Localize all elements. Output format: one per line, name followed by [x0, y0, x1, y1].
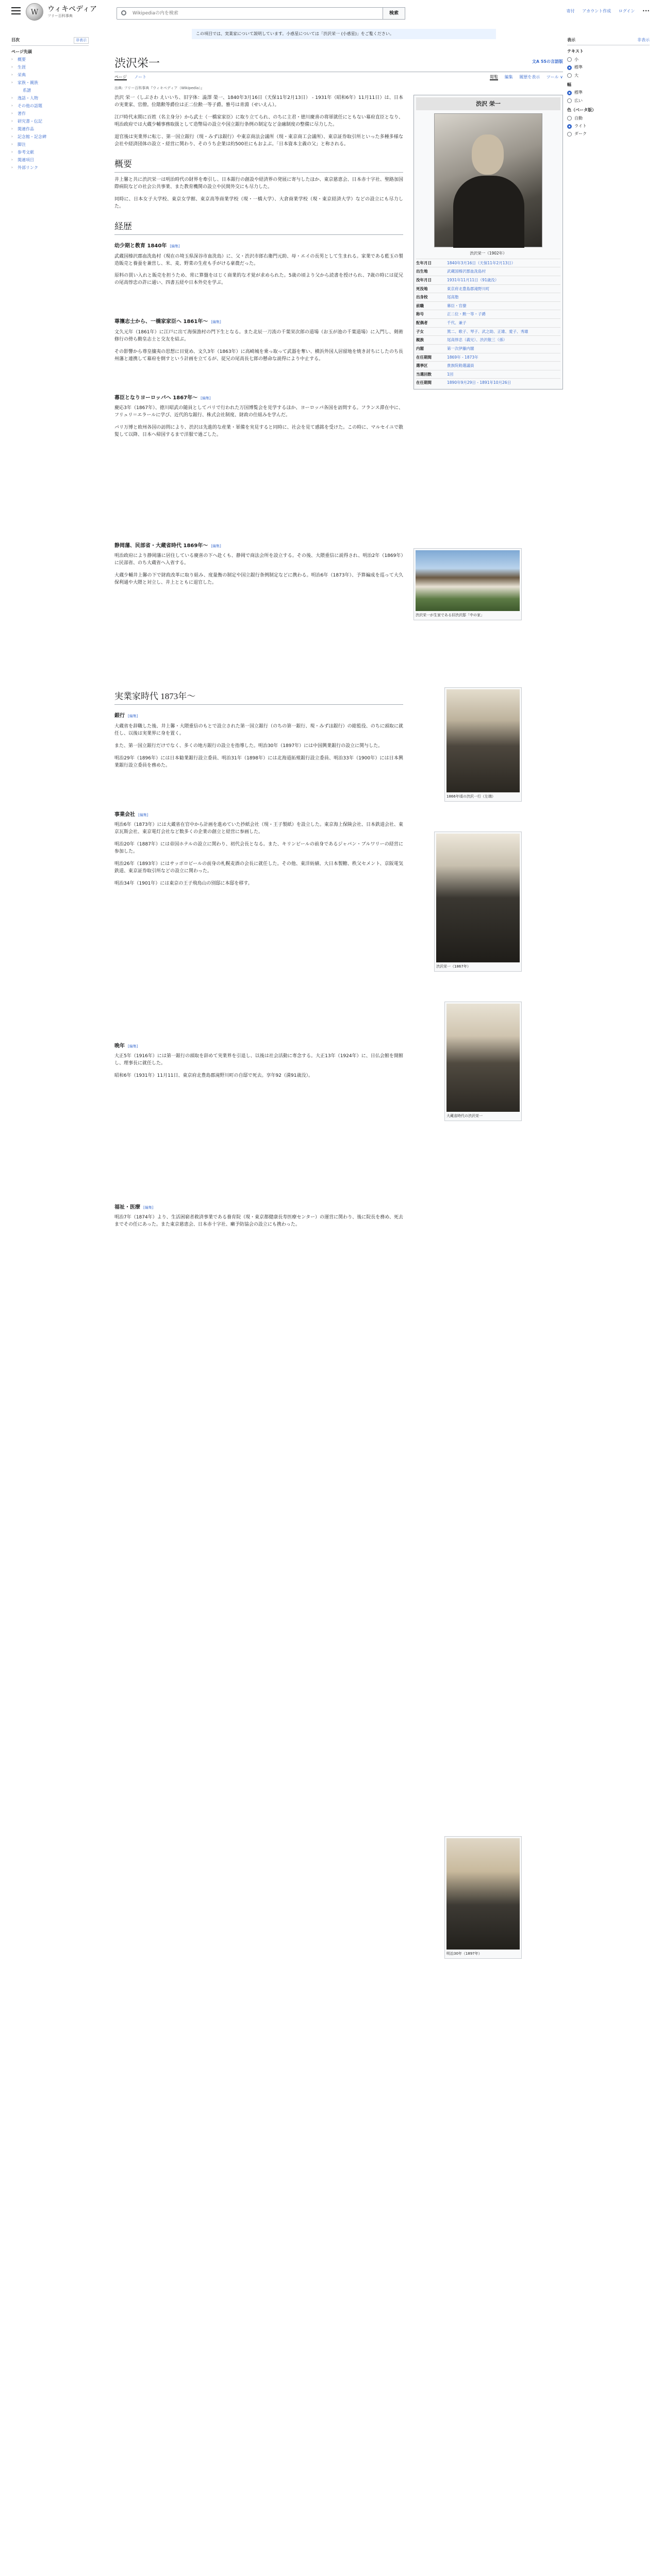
infobox-value[interactable]: 1回 — [447, 371, 454, 377]
text-size-standard[interactable]: 標準 — [567, 64, 650, 71]
paragraph: 明治20年（1887年）には帝国ホテルの設立に関わり、初代会長となる。また、キリンビールの前身であるジャパン・ブルワリーの経営に参加した。 — [114, 841, 403, 854]
subsection-heading-europe: 幕臣となりヨーロッパへ 1867年〜 [編集] — [114, 395, 211, 401]
paragraph: その影響から尊皇攘夷の思想に目覚め、文久3年（1863年）に高崎城を乗っ取って武器を奪い、横浜外国人居留地を焼き討ちにしたのち長州藩と連携して幕府を倒すという計画を立てるが、従兄の尾高長七郎の懸命な説得により中止する。 — [114, 349, 403, 362]
infobox-value[interactable]: 1890年9月29日 - 1891年10月26日 — [447, 380, 511, 385]
infobox — [413, 95, 563, 389]
text-size-label: テキスト — [567, 49, 584, 54]
chevron-right-icon[interactable]: › — [11, 111, 13, 115]
radio-selected-icon — [567, 65, 572, 70]
header — [0, 0, 662, 27]
radio-icon — [567, 98, 572, 103]
infobox-row — [416, 335, 560, 344]
subsection-heading-hitotsubashi: 尊攘志士から、一橋家家臣へ 1861年〜 [編集] — [114, 319, 221, 325]
tab-read[interactable]: 閲覧 — [490, 75, 499, 79]
edit-link[interactable]: [編集] — [138, 812, 148, 817]
page-source: 出典: フリー百科事典『ウィキペディア（Wikipedia）』 — [114, 86, 204, 90]
infobox-row — [416, 310, 560, 318]
chevron-right-icon[interactable]: › — [11, 126, 13, 131]
color-label: 色（ベータ版） — [567, 108, 596, 113]
house-image[interactable] — [416, 550, 520, 611]
infobox-key: 称号 — [416, 312, 424, 317]
toc-heading: 目次 — [11, 38, 20, 42]
figure-caption: 大蔵省時代の渋沢栄一 — [446, 1114, 483, 1118]
infobox-row — [416, 293, 560, 301]
subsection-heading-later: 晩年 [編集] — [114, 1043, 138, 1049]
chevron-right-icon[interactable]: › — [11, 72, 13, 77]
chevron-right-icon[interactable]: › — [11, 165, 13, 170]
toc-item[interactable]: ページ先頭 — [11, 49, 32, 54]
infobox-rows — [416, 259, 560, 387]
infobox-row — [416, 370, 560, 379]
radio-icon — [567, 132, 572, 137]
infobox-value[interactable]: 1931年11月11日（91歳没） — [447, 277, 499, 282]
infobox-key: 子女 — [416, 329, 424, 334]
radio-selected-icon — [567, 91, 572, 95]
color-light[interactable]: ライト — [567, 123, 650, 129]
infobox-value[interactable]: 1840年3月16日（天保11年2月13日） — [447, 260, 516, 265]
toc-list — [11, 48, 89, 172]
menu-icon[interactable] — [11, 7, 21, 14]
infobox-key: 在任期間 — [416, 380, 432, 385]
infobox-key: 内閣 — [416, 346, 424, 351]
infobox-key: 死没地 — [416, 286, 428, 291]
color-dark[interactable]: ダーク — [567, 131, 650, 137]
language-button[interactable]: 文A 55の言語版 — [532, 59, 563, 64]
toc-item[interactable]: › 生涯 — [11, 63, 89, 71]
paragraph: 明治6年（1873年）には大蔵省在官中から計画を進めていた抄紙会社（現・王子製紙）を設立した。東京海上保険会社、日本鉄道会社、東京瓦斯会社、東京電灯会社など数多くの企業の創立と経営に参画した。 — [114, 822, 403, 835]
toc-item[interactable]: › 家族・親族 — [11, 79, 89, 87]
subsection-heading-early: 幼少期と教育 1840年 [編集] — [114, 243, 180, 249]
toc-item[interactable]: › 著作 — [11, 110, 89, 117]
infobox-value[interactable]: 尾高惇忠（義兄）、渋沢敬三（孫） — [447, 337, 507, 343]
infobox-key: 出身校 — [416, 295, 428, 300]
search-input[interactable] — [131, 9, 363, 18]
figure-group — [444, 687, 522, 802]
paragraph: 慶応3年（1867年）、徳川昭武の随員としてパリで行われた万国博覧会を見学するほか、ヨーロッパ各国を訪問する。フランス滞在中に、フリュリ＝エラールに学び、近代的な銀行、株式会社制度、財政の仕組みを学んだ。 — [114, 405, 403, 418]
infobox-value[interactable]: 武蔵国榛沢郡血洗島村 — [447, 269, 486, 274]
logo-text — [47, 5, 97, 19]
infobox-row — [416, 301, 560, 310]
search-button[interactable]: 検索 — [383, 7, 405, 20]
tab-history[interactable]: 履歴を表示 — [519, 75, 540, 79]
hatnote-banner: この項目では、実業家について説明しています。小惑星については「渋沢栄一 (小惑星)」をご覧ください。 — [192, 29, 496, 39]
paragraph: パリ万博と欧州各国の訪問により、渋沢は先進的な産業・軍備を実見すると同時に、社会を見て感銘を受けた。この時に、マルセイユで散髪して以降、日本へ帰国するまで洋服で過ごした。 — [114, 425, 403, 437]
paragraph: 明治7年（1874年）より、生活困窮者救済事業である養育院（現・東京都健康長寿医療センター）の運営に関わり、後に院長を務め、死去までその任にあった。また東京慈恵会、日本赤十字社、癩予防協会の設立にも携わった。 — [114, 1215, 403, 1228]
text-column — [114, 95, 403, 1229]
wikipedia-globe-icon: W — [26, 3, 43, 21]
appearance-hide-button[interactable]: 非表示 — [637, 38, 650, 42]
elder-portrait-image[interactable] — [446, 1838, 520, 1950]
edit-link[interactable]: [編集] — [128, 714, 138, 719]
subsection-heading-shizuoka: 静岡藩、民部省・大蔵省時代 1869年〜 [編集] — [114, 543, 221, 549]
article-body — [114, 95, 563, 1956]
appearance-heading: 表示 — [567, 38, 575, 42]
user-links — [560, 8, 650, 14]
site-subtitle: フリー百科事典 — [47, 13, 73, 18]
infobox-row — [416, 361, 560, 370]
appearance-header — [567, 37, 650, 45]
edit-link[interactable]: [編集] — [211, 544, 221, 548]
infobox-value[interactable]: 尾高塾 — [447, 295, 459, 300]
lead-paragraph: 退官後は実業界に転じ、第一国立銀行（現・みずほ銀行）や東京商法会議所（現・東京商工会議所）、東京証券取引所といった多種多様な会社や経済団体の設立・経営に関わり、そのうち企業は約500社にもおよぶ。「日本資本主義の父」と称される。 — [114, 134, 403, 147]
site-title: ウィキペディア — [47, 5, 97, 13]
infobox-key: 配偶者 — [416, 320, 428, 326]
infobox-row — [416, 353, 560, 362]
edit-link[interactable]: [編集] — [143, 1205, 154, 1210]
toc-item[interactable]: › 外部リンク — [11, 164, 89, 172]
width-wide[interactable]: 広い — [567, 98, 650, 104]
toc-item[interactable]: › 関連項目 — [11, 156, 89, 164]
chevron-right-icon[interactable]: › — [11, 64, 13, 69]
toc-item[interactable]: › 参考文献 — [11, 148, 89, 156]
infobox-key: 没年月日 — [416, 277, 432, 282]
toc-item[interactable]: › 記念館・記念碑 — [11, 133, 89, 141]
figure-elder — [444, 1836, 522, 1959]
radio-icon — [567, 57, 572, 62]
subsection-heading-industry: 事業会社 [編集] — [114, 811, 148, 818]
text-size-small[interactable]: 小 — [567, 57, 650, 63]
figure-house — [413, 548, 522, 620]
infobox-key: 選挙区 — [416, 363, 428, 368]
toc-item[interactable]: › 概要 — [11, 56, 89, 63]
toc-item[interactable]: › 脚注 — [11, 141, 89, 148]
radio-icon — [567, 116, 572, 121]
infobox-value[interactable]: 篤二、歌子、琴子、武之助、正雄、愛子、秀雄 — [447, 329, 528, 334]
tab-talk[interactable]: ノート — [134, 75, 147, 79]
color-auto[interactable]: 自動 — [567, 115, 650, 122]
title-row — [114, 54, 563, 72]
chevron-right-icon[interactable]: › — [11, 57, 13, 61]
paragraph: 武蔵国榛沢郡血洗島村（現在の埼玉県深谷市血洗島）に、父・渋沢市郎右衛門元助、母・エイの長男として生まれる。家業である藍玉の製造販売と養蚕を兼営し、米、麦、野菜の生産も手がける豪農だった。 — [114, 253, 403, 266]
subsection-heading-bank: 銀行 [編集] — [114, 713, 138, 719]
radio-selected-icon — [567, 124, 572, 129]
toc-header — [11, 37, 89, 46]
infobox-key: 出生地 — [416, 269, 428, 274]
infobox-row — [416, 327, 560, 336]
toc-item[interactable]: › 関連作品 — [11, 125, 89, 133]
infobox-row — [416, 284, 560, 293]
infobox-value[interactable]: 正二位・勲一等・子爵 — [447, 312, 486, 317]
paragraph: 井上馨と共に渋沢栄一は明治時代の財界を牽引し、日本銀行の創設や経済界の発展に寄与したほか、東京慈恵会、日本赤十字社、聖路加国際病院などの社会公共事業、また教育機関の設立や民間外交にも尽力した。 — [114, 177, 403, 190]
text-size-large[interactable]: 大 — [567, 73, 650, 79]
chevron-right-icon[interactable]: › — [11, 157, 13, 162]
figure-caption: 明治30年（1897年） — [446, 1952, 482, 1956]
group-photo-image[interactable] — [446, 689, 520, 792]
paragraph: 明治政府により静岡藩に居住している慶喜の下へ赴くも、静岡で商法会所を設立する。その後、大隈重信に説得され、明治2年（1869年）に民部省、のち大蔵省へ入省する。 — [114, 553, 403, 566]
toc-hide-button[interactable]: 非表示 — [74, 37, 89, 44]
lead-paragraph: 渋沢 栄一（しぶさわ えいいち、旧字体：澁澤 榮一、1840年3月16日（天保11年2月13日） - 1931年（昭和6年）11月11日）は、日本の実業家、官僚。位階勲等爵位は正二位勲一等子爵。雅号は青淵（せいえん）。 — [114, 95, 403, 108]
infobox-row — [416, 318, 560, 327]
infobox-row — [416, 259, 560, 267]
official-portrait-image[interactable] — [446, 1004, 520, 1112]
toc-item[interactable]: › その他の話題 — [11, 102, 89, 110]
paragraph: 明治34年（1901年）には東京の王子飛鳥山の別邸に本邸を移す。 — [114, 880, 253, 886]
edit-link[interactable]: [編集] — [128, 1044, 138, 1048]
infobox-value[interactable]: 幕臣・官僚 — [447, 303, 467, 308]
infobox-value[interactable]: 貴族院勅選議員 — [447, 363, 474, 368]
toc-item[interactable]: › 栄典 — [11, 71, 89, 79]
paragraph: 文久元年（1861年）に江戸に出て海保漁村の門下生となる。また北辰一刀流の千葉栄次郎の道場（お玉が池の千葉道場）に入門し、剣術修行の傍ら勤皇志士と交友を結ぶ。 — [114, 329, 403, 342]
paragraph: 同時に、日本女子大学校、東京女学館、東京高等商業学校（現・一橋大学）、大倉商業学校（現・東京経済大学）などの設立にも尽力した。 — [114, 196, 403, 209]
infobox-key: 在任期間 — [416, 354, 432, 360]
page-title: 渋沢栄一 — [114, 57, 160, 70]
paragraph: 明治26年（1893年）にはサッポロビールの前身の札幌麦酒の会長に就任した。その他、東洋紡績、大日本製糖、秩父セメント、京阪電気鉄道、東京証券取引所などの設立に関わった。 — [114, 861, 403, 874]
width-label: 幅 — [567, 82, 571, 87]
page-tabs — [114, 74, 563, 83]
tab-tools[interactable]: ツール ∨ — [546, 75, 563, 79]
paragraph: 明治29年（1896年）には日本勧業銀行設立委員、明治31年（1898年）には北海道拓殖銀行設立委員、明治33年（1900年）には日本興業銀行設立委員を務めた。 — [114, 755, 403, 768]
section-heading-business: 実業家時代 1873年〜 — [114, 690, 403, 705]
infobox-value[interactable]: 千代、兼子 — [447, 320, 467, 326]
chevron-right-icon[interactable]: › — [11, 118, 13, 123]
portrait-image[interactable] — [434, 113, 542, 247]
lead-paragraph: 江戸時代末期に百姓（名主身分）から武士（一橋家家臣）に取り立てられ、のちに主君・徳川慶喜の将軍就任にともない幕府直臣となり、明治政府では大蔵少輔事務取扱として造幣局の設立や国立銀行条例の制定など金融制度の整備に尽力した。 — [114, 114, 403, 127]
figure-official — [444, 1002, 522, 1121]
donate-link[interactable]: 寄付 — [566, 9, 575, 13]
more-icon[interactable]: ••• — [642, 9, 650, 13]
infobox-title: 渋沢 栄一 — [416, 97, 560, 110]
section-heading-life: 経歴 — [114, 220, 403, 235]
paragraph: また、第一国立銀行だけでなく、多くの地方銀行の設立を指導した。明治30年（1897年）には中国興業銀行の設立に関与した。 — [114, 743, 383, 749]
infobox-key: 前職 — [416, 303, 424, 308]
paragraph: 原料の買い入れと販売を担うため、常に算盤をはじく商業的な才覚が求められた。5歳の頃より父から読書を授けられ、7歳の時には従兄の尾高惇忠の許に通い、四書五経や日本外史を学ぶ。 — [114, 273, 403, 286]
chevron-right-icon[interactable]: › — [11, 142, 13, 146]
tab-page[interactable]: ページ — [114, 75, 127, 79]
edit-link[interactable]: [編集] — [201, 396, 211, 400]
figure-caption: 渋沢栄一（1867年） — [436, 964, 471, 969]
width-standard[interactable]: 標準 — [567, 90, 650, 96]
search-icon — [121, 10, 126, 15]
infobox-value[interactable]: 1869年 - 1873年 — [447, 354, 478, 360]
figure-caption: 1866年頃の渋沢一行（左端） — [446, 794, 495, 799]
chevron-right-icon[interactable]: › — [11, 80, 13, 84]
section-heading-overview: 概要 — [114, 158, 403, 173]
portrait-suit-image[interactable] — [436, 834, 520, 962]
appearance-panel — [567, 37, 650, 139]
infobox-key: 当選回数 — [416, 371, 432, 377]
toc-item[interactable]: 系譜 — [23, 88, 31, 93]
login-link[interactable]: ログイン — [618, 9, 635, 13]
tab-edit[interactable]: 編集 — [504, 75, 513, 79]
infobox-key: 生年月日 — [416, 260, 432, 265]
chevron-right-icon[interactable]: › — [11, 103, 13, 108]
infobox-row — [416, 267, 560, 276]
create-account-link[interactable]: アカウント作成 — [582, 9, 611, 13]
subsection-heading-welfare: 福祉・医療 [編集] — [114, 1204, 154, 1210]
infobox-key: 親族 — [416, 337, 424, 343]
toc-sidebar — [11, 37, 89, 172]
radio-icon — [567, 73, 572, 78]
infobox-row — [416, 378, 560, 387]
paragraph: 大蔵省を辞職した後、井上馨・大隈重信のもとで設立された第一国立銀行（のちの第一銀行、現・みずほ銀行）の総監役、のちに頭取に就任し、以後は実業界に身を置く。 — [114, 723, 403, 736]
infobox-row — [416, 344, 560, 353]
infobox-value[interactable]: 第一次伊藤内閣 — [447, 346, 474, 351]
infobox-value[interactable]: 東京府北豊島郡滝野川町 — [447, 286, 490, 291]
chevron-right-icon[interactable]: › — [11, 95, 13, 100]
edit-link[interactable]: [編集] — [211, 320, 221, 325]
chevron-right-icon[interactable]: › — [11, 149, 13, 154]
chevron-right-icon[interactable]: › — [11, 134, 13, 139]
edit-link[interactable]: [編集] — [170, 244, 180, 249]
site-logo[interactable] — [26, 3, 97, 21]
infobox-row — [416, 276, 560, 284]
toc-item[interactable]: › 逸話・人物 — [11, 94, 89, 102]
figure-caption: 渋沢栄一が生家である旧渋沢邸「中の家」 — [416, 613, 484, 617]
toc-item[interactable]: › 研究書・伝記 — [11, 117, 89, 125]
figure-suit — [434, 832, 522, 972]
infobox-caption: 渋沢栄一（1902年） — [470, 251, 507, 256]
paragraph: 大蔵少輔井上馨の下で財政改革に取り組み、度量衡の制定や国立銀行条例制定などに携わる。明治6年（1873年）、予算編成を巡って大久保利通や大隈と対立し、井上とともに退官した。 — [114, 573, 403, 586]
paragraph: 昭和6年（1931年）11月11日、東京府北豊島郡滝野川町の自邸で死去。享年92（満91歳没）。 — [114, 1073, 313, 1079]
paragraph: 大正5年（1916年）には第一銀行の頭取を辞めて実業界を引退し、以後は社会活動に専念する。大正13年（1924年）に、日仏会館を開館し、理事長に就任した。 — [114, 1054, 403, 1066]
search-box — [117, 7, 405, 20]
